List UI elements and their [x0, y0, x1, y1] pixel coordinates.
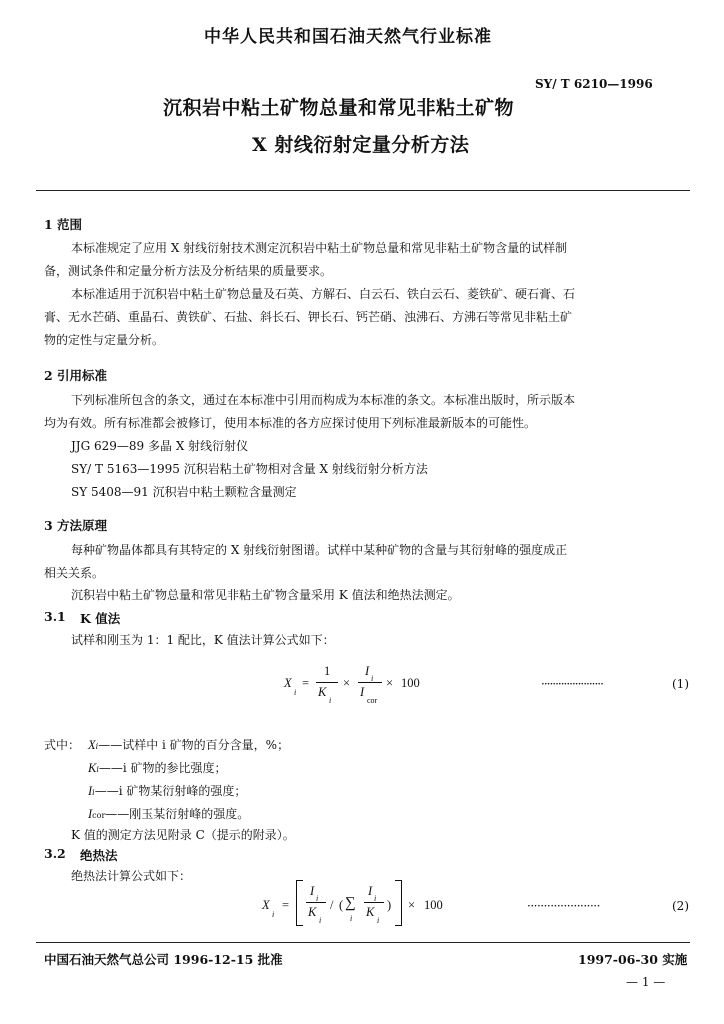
eq1-num-i-sub: i: [371, 674, 374, 683]
section-1-para2-line1: 本标准适用于沉积岩中粘土矿物总量及石英、方解石、白云石、铁白云石、菱铁矿、硬石膏、石: [71, 287, 576, 301]
section-3-2-title: 绝热法: [80, 848, 118, 863]
section-3-para2: 沉积岩中粘土矿物总量和常见非粘土矿物含量采用 K 值法和绝热法测定。: [71, 588, 460, 602]
eq1-times-1: ×: [343, 676, 351, 690]
eq2-inner-num-i-sub: i: [374, 894, 377, 903]
eq2-x: X: [262, 898, 270, 912]
approval-line: 中国石油天然气总公司 1996-12-15 批准: [44, 952, 283, 967]
eq2-fraction-bar-2: [364, 902, 384, 903]
section-3-2-number: 3.2: [44, 846, 66, 861]
standard-number: SY/ T 6210—1996: [535, 77, 653, 91]
industry-standard-header: 中华人民共和国石油天然气行业标准: [204, 27, 492, 47]
eq2-rparen: ): [387, 898, 392, 912]
eq1-times-2: ×: [386, 676, 394, 690]
page-number: — 1 —: [626, 975, 666, 989]
section-3-1-title: K 值法: [80, 611, 121, 626]
eq2-slash: /: [330, 898, 334, 912]
eq2-inner-den-k: K: [366, 905, 375, 919]
where-label: 式中：: [44, 738, 81, 752]
section-3-1-number: 3.1: [44, 609, 66, 624]
section-1-heading: 1 范围: [44, 217, 83, 232]
eq1-num-i: I: [365, 664, 370, 678]
eq2-times: ×: [408, 898, 416, 912]
eq1-number: (1): [672, 677, 689, 691]
def-x: Xi——试样中 i 矿物的百分含量，%；: [88, 738, 290, 752]
eq1-fraction-bar-2: [358, 682, 382, 683]
eq2-number: (2): [672, 899, 689, 913]
eq1-hundred: 100: [401, 676, 420, 690]
eq2-num-i: I: [310, 884, 315, 898]
eq2-den-k: K: [308, 905, 317, 919]
eq2-x-sub: i: [272, 910, 275, 919]
eq2-num-i-sub: i: [316, 894, 319, 903]
eq2-hundred: 100: [424, 898, 443, 912]
eq1-den-icor-sub: cor: [367, 696, 378, 705]
eq1-equals: =: [302, 676, 310, 690]
def-i: Ii——i 矿物某衍射峰的强度；: [88, 784, 247, 798]
section-3-1-intro: 试样和刚玉为 1：1 配比，K 值法计算公式如下：: [71, 633, 335, 647]
eq1-num-1: 1: [324, 664, 331, 678]
eq1-x-sub: i: [294, 688, 297, 697]
section-2-heading: 2 引用标准: [44, 368, 108, 383]
eq1-den-icor: I: [360, 685, 365, 699]
section-3-2-intro: 绝热法计算公式如下：: [71, 869, 192, 883]
section-3-para1-line1: 每种矿物晶体都具有其特定的 X 射线衍射图谱。试样中某种矿物的含量与其衍射峰的强度成正: [71, 543, 568, 557]
eq2-inner-den-k-sub: i: [377, 916, 380, 925]
eq1-den-k-sub: i: [329, 696, 332, 705]
reference-item: SY/ T 5163—1995 沉积岩粘土矿物相对含量 X 射线衍射分析方法: [71, 462, 428, 476]
eq2-sum-index: i: [350, 914, 353, 923]
eq2-sum: ∑: [345, 895, 356, 911]
eq2-inner-num-i: I: [368, 884, 373, 898]
footer-rule: [36, 942, 690, 943]
implementation-line: 1997-06-30 实施: [578, 952, 688, 967]
section-3-heading: 3 方法原理: [44, 518, 108, 533]
eq1-x: X: [284, 676, 292, 690]
section-3-para1-line2: 相关关系。: [44, 566, 105, 580]
eq1-fraction-bar-1: [316, 682, 338, 683]
eq2-leader-dots: ······················: [527, 899, 600, 913]
section-1-para2-line2: 膏、无水芒硝、重晶石、黄铁矿、石盐、斜长石、钾长石、钙芒硝、浊沸石、方沸石等常见非粘土矿: [44, 310, 573, 324]
section-2-para-line1: 下列标准所包含的条文，通过在本标准中引用而构成为本标准的条文。本标准出版时，所示版本: [71, 393, 576, 407]
eq2-left-bracket: [296, 880, 303, 926]
eq1-den-k: K: [318, 685, 327, 699]
document-title-line1: 沉积岩中粘土矿物总量和常见非粘土矿物: [163, 97, 515, 119]
section-1-para1-line1: 本标准规定了应用 X 射线衍射技术测定沉积岩中粘土矿物总量和常见非粘土矿物含量的试样制: [71, 241, 568, 255]
def-icor: Icor——刚玉某衍射峰的强度。: [88, 807, 250, 821]
header-rule: [36, 190, 690, 191]
section-1-para2-line3: 物的定性与定量分析。: [44, 333, 165, 347]
document-title-line2: X 射线衍射定量分析方法: [252, 134, 470, 156]
section-2-para-line2: 均为有效。所有标准都会被修订，使用本标准的各方应探讨使用下列标准最新版本的可能性。: [44, 416, 537, 430]
eq2-lparen: (: [339, 898, 344, 912]
reference-item: SY 5408—91 沉积岩中粘土颗粒含量测定: [71, 485, 297, 499]
eq1-leader-dots: ······················: [541, 677, 603, 691]
section-1-para1-line2: 备，测试条件和定量分析方法及分析结果的质量要求。: [44, 264, 333, 278]
eq2-right-bracket: [395, 880, 402, 926]
eq2-fraction-bar-1: [306, 902, 326, 903]
k-value-note: K 值的测定方法见附录 C（提示的附录）。: [71, 828, 295, 842]
def-k: Ki——i 矿物的参比强度；: [88, 761, 227, 775]
reference-item: JJG 629—89 多晶 X 射线衍射仪: [71, 439, 249, 453]
eq2-den-k-sub: i: [319, 916, 322, 925]
eq2-equals: =: [282, 898, 290, 912]
